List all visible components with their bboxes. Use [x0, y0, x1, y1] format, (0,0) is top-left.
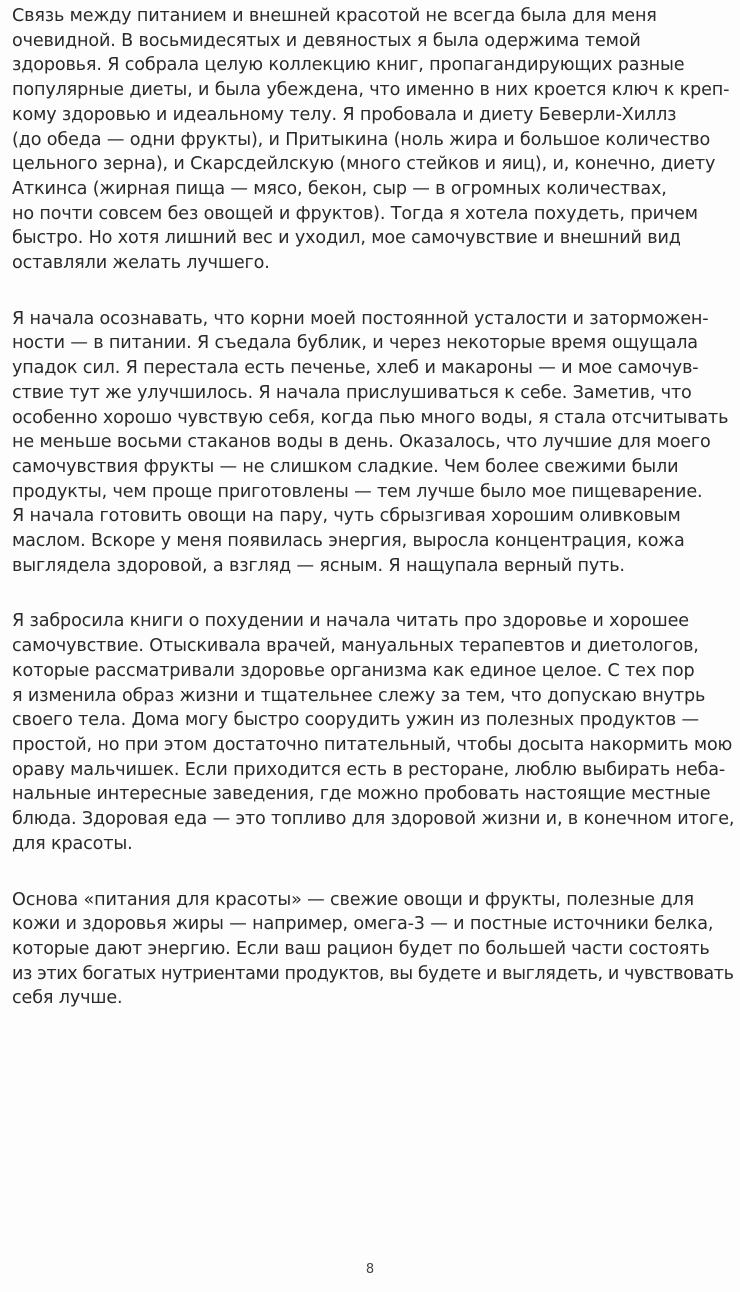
- text-line: выглядела здоровой, а взгляд — ясным. Я нащупала верный путь.: [12, 555, 625, 576]
- text-line: Я начала осознавать, что корни моей постоянной усталости и заторможен-: [12, 308, 709, 329]
- text-line: самочувствия фрукты — не слишком сладкие. Чем более свежими были: [12, 456, 679, 477]
- text-line: Я забросила книги о похудении и начала читать про здоровье и хорошее: [12, 611, 689, 632]
- paragraph: [12, 888, 734, 1012]
- text-line: ности — в питании. Я съедала бублик, и через некоторые время ощущала: [12, 333, 698, 354]
- text-line: не меньше восьми стаканов воды в день. Оказалось, что лучшие для моего: [12, 432, 711, 453]
- text-line: очевидной. В восьмидесятых и девяностых я была одержима темой: [12, 30, 641, 51]
- text-line: (до обеда — одни фрукты), и Притыкина (ноль жира и большое количество: [12, 129, 711, 150]
- text-line: нальные интересные заведения, где можно пробовать настоящие местные: [12, 784, 711, 805]
- text-line: Основа «питания для красоты» — свежие овощи и фрукты, полезные для: [12, 889, 694, 910]
- text-line: ораву мальчишек. Если приходится есть в ресторане, люблю выбирать неба-: [12, 759, 726, 780]
- text-line: здоровья. Я собрала целую коллекцию книг, пропагандирующих разные: [12, 55, 685, 76]
- text-line: которые рассматривали здоровье организма как единое целое. С тех пор: [12, 660, 695, 681]
- paragraph: [12, 4, 734, 276]
- text-line: особенно хорошо чувствую себя, когда пью много воды, я стала отсчитывать: [12, 407, 729, 428]
- text-line: кожи и здоровья жиры — например, омега-3 — и постные источники белка,: [12, 914, 714, 935]
- text-line: себя лучше.: [12, 988, 123, 1009]
- text-line: самочувствие. Отыскивала врачей, мануальных терапевтов и диетологов,: [12, 636, 699, 657]
- text-line: Я начала готовить овощи на пару, чуть сбрызгивая хорошим оливковым: [12, 506, 681, 527]
- text-line: оставляли желать лучшего.: [12, 253, 270, 274]
- text-line: быстро. Но хотя лишний вес и уходил, мое самочувствие и внешний вид: [12, 228, 681, 249]
- body-text: [12, 4, 734, 1011]
- text-line: ствие тут же улучшилось. Я начала прислушиваться к себе. Заметив, что: [12, 382, 692, 403]
- text-line: которые дают энергию. Если ваш рацион будет по большей части состоять: [12, 938, 710, 959]
- text-line: Аткинса (жирная пища — мясо, бекон, сыр — в огромных количествах,: [12, 178, 667, 199]
- text-line: но почти совсем без овощей и фруктов). Тогда я хотела похудеть, причем: [12, 203, 698, 224]
- page-number: 8: [365, 1262, 375, 1277]
- text-line: я изменила образ жизни и тщательнее слежу за тем, что допускаю внутрь: [12, 685, 706, 706]
- text-line: своего тела. Дома могу быстро соорудить ужин из полезных продуктов —: [12, 710, 700, 731]
- text-line: Связь между питанием и внешней красотой не всегда была для меня: [12, 6, 657, 26]
- text-line: кому здоровью и идеальному телу. Я пробовала и диету Беверли-Хиллз: [12, 104, 677, 125]
- text-line: маслом. Вскоре у меня появилась энергия, выросла концентрация, кожа: [12, 531, 685, 552]
- text-line: популярные диеты, и была убеждена, что именно в них кроется ключ к креп-: [12, 80, 730, 101]
- text-line: упадок сил. Я перестала есть печенье, хлеб и макароны — и мое самочув-: [12, 358, 699, 379]
- paragraph: [12, 307, 734, 579]
- text-line: продукты, чем проще приготовлены — тем лучше было мое пищеварение.: [12, 481, 703, 502]
- paragraph: [12, 609, 734, 856]
- text-line: блюда. Здоровая еда — это топливо для здоровой жизни и, в конечном итоге,: [12, 809, 735, 830]
- text-line: из этих богатых нутриентами продуктов, вы будете и выглядеть, и чувствовать: [12, 963, 734, 984]
- text-line: для красоты.: [12, 833, 133, 854]
- text-line: цельного зерна), и Скарсдейлскую (много стейков и яиц), и, конечно, диету: [12, 154, 716, 175]
- text-line: простой, но при этом достаточно питательный, чтобы досыта накормить мою: [12, 734, 733, 755]
